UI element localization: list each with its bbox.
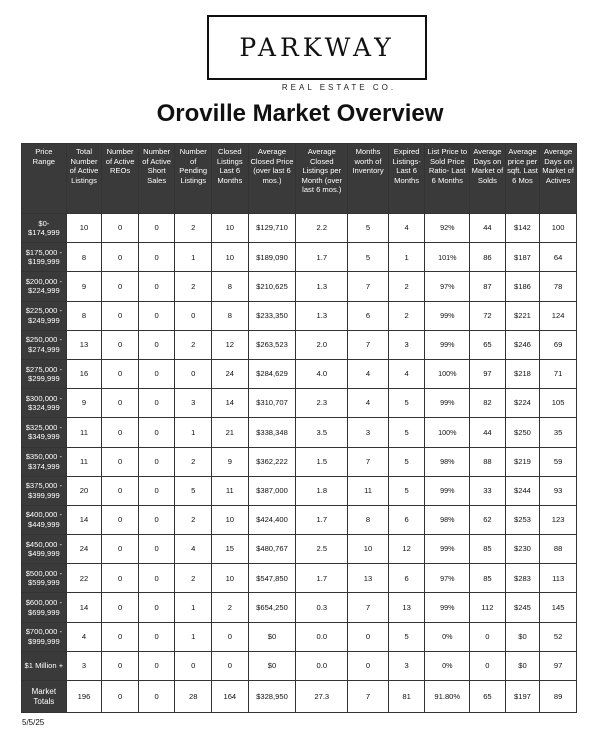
table-cell: 24 [66,535,102,564]
price-range-cell: $325,000 - $349,999 [22,418,67,447]
table-cell: 0 [102,330,139,359]
table-cell: 59 [540,447,577,476]
price-range-cell: $175,000 - $199,999 [22,243,67,272]
table-cell: 0 [102,272,139,301]
table-cell: $219 [505,447,540,476]
table-row [22,593,577,622]
totals-label: Market Totals [22,681,67,713]
table-cell: 1.3 [296,301,348,330]
table-cell: $129,710 [248,214,296,243]
price-range-cell: $350,000 - $374,999 [22,447,67,476]
table-cell: 0 [138,272,175,301]
table-cell: 0% [425,622,470,651]
table-cell: 2 [175,505,212,534]
table-cell: 1 [175,243,212,272]
table-cell: 9 [66,272,102,301]
table-cell: 0 [102,593,139,622]
table-cell: $387,000 [248,476,296,505]
table-cell: 85 [470,564,506,593]
table-cell: 10 [212,214,249,243]
totals-cell: 0 [138,681,175,713]
table-cell: 100% [425,418,470,447]
table-cell: 44 [470,418,506,447]
table-cell: 99% [425,301,470,330]
table-cell: 85 [470,535,506,564]
table-row [22,418,577,447]
table-cell: 0 [138,564,175,593]
table-cell: 6 [348,301,389,330]
table-cell: $250 [505,418,540,447]
totals-cell: 65 [470,681,506,713]
price-range-cell: $375,000 - $399,999 [22,476,67,505]
table-cell: 7 [348,272,389,301]
price-range-cell: $700,000 - $999,999 [22,622,67,651]
table-cell: 82 [470,389,506,418]
table-cell: 113 [540,564,577,593]
table-cell: 145 [540,593,577,622]
table-cell: $224 [505,389,540,418]
table-cell: 97% [425,272,470,301]
table-cell: 0 [138,418,175,447]
header-cell: Price Range [22,144,67,214]
table-cell: 88 [540,535,577,564]
table-cell: 0 [212,622,249,651]
totals-cell: $328,950 [248,681,296,713]
table-cell: 4 [66,622,102,651]
table-cell: 3 [388,651,425,680]
table-cell: $283 [505,564,540,593]
table-cell: 2 [175,447,212,476]
table-cell: 20 [66,476,102,505]
table-cell: 93 [540,476,577,505]
table-cell: $187 [505,243,540,272]
table-cell: 14 [66,593,102,622]
table-cell: 4 [348,359,389,388]
table-cell: $654,250 [248,593,296,622]
table-cell: 9 [212,447,249,476]
table-cell: 0 [138,330,175,359]
logo-wordmark: PARKWAY [239,33,395,62]
table-cell: 98% [425,447,470,476]
table-cell: 64 [540,243,577,272]
table-cell: 12 [388,535,425,564]
table-cell: 4 [388,214,425,243]
table-cell: $186 [505,272,540,301]
totals-cell: 164 [212,681,249,713]
table-cell: 7 [348,593,389,622]
table-cell: 0 [175,301,212,330]
table-cell: 21 [212,418,249,447]
table-cell: 72 [470,301,506,330]
table-cell: 0 [175,651,212,680]
table-cell: $0 [248,622,296,651]
totals-cell: 28 [175,681,212,713]
table-cell: 99% [425,535,470,564]
header-cell: List Price to Sold Price Ratio- Last 6 Months [425,144,470,214]
table-cell: 13 [348,564,389,593]
price-range-cell: $400,000 - $449,999 [22,505,67,534]
table-cell: 7 [348,447,389,476]
table-cell: 1 [175,593,212,622]
table-row [22,564,577,593]
table-row [22,272,577,301]
table-cell: 8 [66,301,102,330]
table-cell: 52 [540,622,577,651]
table-cell: 5 [348,214,389,243]
table-cell: $245 [505,593,540,622]
header-cell: Average Days on Market of Actives [540,144,577,214]
header-cell: Average Days on Market of Solds [470,144,506,214]
table-cell: 0 [138,651,175,680]
table-cell: 0 [102,389,139,418]
table-cell: 12 [212,330,249,359]
table-cell: 5 [388,622,425,651]
table-cell: 100% [425,359,470,388]
table-cell: 10 [212,243,249,272]
header-cell: Expired Listings- Last 6 Months [388,144,425,214]
table-cell: 0 [138,622,175,651]
totals-cell: 196 [66,681,102,713]
table-cell: 98% [425,505,470,534]
table-cell: $189,090 [248,243,296,272]
table-cell: 11 [212,476,249,505]
table-cell: 2.5 [296,535,348,564]
table-cell: 6 [388,505,425,534]
table-cell: 87 [470,272,506,301]
table-cell: 0 [348,622,389,651]
table-cell: $284,629 [248,359,296,388]
table-cell: 2.3 [296,389,348,418]
table-row [22,476,577,505]
table-cell: 0 [138,389,175,418]
table-cell: 0 [138,214,175,243]
table-cell: $362,222 [248,447,296,476]
price-range-cell: $500,000 - $599,999 [22,564,67,593]
header-cell: Months worth of Inventory [348,144,389,214]
header-cell: Number of Active Short Sales [138,144,175,214]
table-cell: 2 [175,272,212,301]
table-cell: 0 [102,214,139,243]
table-cell: $233,350 [248,301,296,330]
table-cell: 1.7 [296,564,348,593]
table-cell: 0.0 [296,651,348,680]
table-cell: 44 [470,214,506,243]
table-cell: $0 [248,651,296,680]
table-cell: 0 [175,359,212,388]
table-cell: 4.0 [296,359,348,388]
table-cell: 65 [470,330,506,359]
table-cell: 1 [388,243,425,272]
totals-cell: 89 [540,681,577,713]
table-row [22,301,577,330]
table-cell: 13 [66,330,102,359]
table-cell: 5 [388,476,425,505]
table-cell: 112 [470,593,506,622]
table-cell: 0 [102,505,139,534]
table-row [22,447,577,476]
table-cell: 101% [425,243,470,272]
table-cell: 3 [388,330,425,359]
table-cell: 100 [540,214,577,243]
price-range-cell: $450,000 - $499,999 [22,535,67,564]
market-overview-table [21,143,577,713]
table-cell: 0 [138,301,175,330]
table-cell: 0 [102,476,139,505]
price-range-cell: $250,000 - $274,999 [22,330,67,359]
table-cell: 99% [425,593,470,622]
table-cell: 16 [66,359,102,388]
table-cell: 99% [425,476,470,505]
table-cell: 0 [102,418,139,447]
table-cell: 7 [348,330,389,359]
totals-row [22,681,577,713]
table-cell: 0 [102,359,139,388]
header-cell: Average price per sqft. Last 6 Mos [505,144,540,214]
price-range-cell: $200,000 - $224,999 [22,272,67,301]
table-cell: 5 [348,243,389,272]
table-cell: $263,523 [248,330,296,359]
table-row [22,505,577,534]
page-title: Oroville Market Overview [156,100,444,127]
table-cell: 3.5 [296,418,348,447]
table-cell: 5 [388,418,425,447]
table-cell: 2 [175,564,212,593]
table-cell: 5 [175,476,212,505]
table-cell: $310,707 [248,389,296,418]
table-cell: 0 [102,243,139,272]
table-cell: $230 [505,535,540,564]
table-cell: 99% [425,389,470,418]
table-cell: 0 [348,651,389,680]
table-cell: 1.8 [296,476,348,505]
table-cell: 11 [348,476,389,505]
logo-tagline: REAL ESTATE CO. [259,83,419,93]
table-cell: 0 [102,622,139,651]
table-cell: $246 [505,330,540,359]
table-cell: 0.3 [296,593,348,622]
table-cell: 78 [540,272,577,301]
table-cell: $547,850 [248,564,296,593]
header-cell: Number of Pending Listings [175,144,212,214]
table-cell: 0 [138,243,175,272]
report-date: 5/5/25 [22,718,45,727]
totals-cell: 0 [102,681,139,713]
table-cell: 2.0 [296,330,348,359]
table-cell: 0 [212,651,249,680]
table-cell: 1.7 [296,505,348,534]
header-cell: Average Closed Price (over last 6 mos.) [248,144,296,214]
table-cell: 99% [425,330,470,359]
table-cell: 4 [175,535,212,564]
table-cell: 0 [138,593,175,622]
table-cell: 2 [212,593,249,622]
table-cell: 0 [138,505,175,534]
header-cell: Number of Active REOs [102,144,139,214]
table-cell: $244 [505,476,540,505]
table-cell: 15 [212,535,249,564]
header-cell: Average Closed Listings per Month (over last 6 mos.) [296,144,348,214]
table-cell: 0.0 [296,622,348,651]
table-cell: 0 [138,447,175,476]
table-cell: 4 [348,389,389,418]
table-cell: $253 [505,505,540,534]
table-cell: 0 [470,622,506,651]
table-cell: 86 [470,243,506,272]
table-cell: 6 [388,564,425,593]
table-cell: 105 [540,389,577,418]
totals-cell: 81 [388,681,425,713]
table-cell: $338,348 [248,418,296,447]
table-cell: 97% [425,564,470,593]
table-cell: 69 [540,330,577,359]
table-row [22,359,577,388]
totals-cell: 7 [348,681,389,713]
table-cell: 124 [540,301,577,330]
header-row [22,144,577,214]
price-range-cell: $1 Million + [22,651,67,680]
table-cell: 92% [425,214,470,243]
totals-cell: $197 [505,681,540,713]
totals-cell: 27.3 [296,681,348,713]
table-cell: 2.2 [296,214,348,243]
table-cell: 8 [212,272,249,301]
table-cell: 35 [540,418,577,447]
table-cell: 8 [212,301,249,330]
price-range-cell: $225,000 - $249,999 [22,301,67,330]
totals-cell: 91.80% [425,681,470,713]
table-cell: 97 [470,359,506,388]
table-cell: $221 [505,301,540,330]
table-cell: 0 [102,301,139,330]
table-cell: 0 [138,535,175,564]
table-cell: 13 [388,593,425,622]
table-cell: 33 [470,476,506,505]
table-cell: 11 [66,447,102,476]
table-cell: 1 [175,622,212,651]
table-cell: 3 [348,418,389,447]
table-cell: 0 [138,359,175,388]
table-cell: 14 [66,505,102,534]
table-row [22,389,577,418]
table-cell: 10 [348,535,389,564]
table-cell: 5 [388,389,425,418]
parkway-logo [207,15,427,92]
table-cell: 88 [470,447,506,476]
table-cell: $424,400 [248,505,296,534]
table-cell: 8 [348,505,389,534]
table-cell: $142 [505,214,540,243]
header-cell: Total Number of Active Listings [66,144,102,214]
table-row [22,214,577,243]
table-cell: $0 [505,622,540,651]
table-cell: 0 [102,564,139,593]
table-cell: 71 [540,359,577,388]
table-cell: $210,625 [248,272,296,301]
table-cell: 2 [175,214,212,243]
table-cell: 14 [212,389,249,418]
table-cell: 3 [175,389,212,418]
table-row [22,651,577,680]
table-cell: 10 [66,214,102,243]
table-cell: $0 [505,651,540,680]
table-cell: 5 [388,447,425,476]
table-row [22,622,577,651]
table-cell: 0% [425,651,470,680]
table-cell: 10 [212,564,249,593]
table-cell: $480,767 [248,535,296,564]
table-cell: 22 [66,564,102,593]
table-cell: 24 [212,359,249,388]
table-cell: 0 [102,535,139,564]
table-cell: 1.5 [296,447,348,476]
table-body [22,214,577,681]
table-cell: 8 [66,243,102,272]
table-cell: $218 [505,359,540,388]
table-row [22,535,577,564]
table-cell: 123 [540,505,577,534]
table-cell: 1 [175,418,212,447]
table-cell: 4 [388,359,425,388]
price-range-cell: $275,000 - $299,999 [22,359,67,388]
table-cell: 62 [470,505,506,534]
table-cell: 0 [102,447,139,476]
table-cell: 10 [212,505,249,534]
price-range-cell: $0- $174,999 [22,214,67,243]
table-cell: 2 [175,330,212,359]
table-cell: 0 [470,651,506,680]
table-cell: 1.3 [296,272,348,301]
table-cell: 9 [66,389,102,418]
table-row [22,330,577,359]
table-row [22,243,577,272]
table-cell: 97 [540,651,577,680]
table-cell: 1.7 [296,243,348,272]
table-cell: 2 [388,272,425,301]
table-cell: 0 [102,651,139,680]
header-cell: Closed Listings Last 6 Months [212,144,249,214]
table-cell: 2 [388,301,425,330]
table-cell: 3 [66,651,102,680]
table-cell: 0 [138,476,175,505]
price-range-cell: $300,000 - $324,999 [22,389,67,418]
table-cell: 11 [66,418,102,447]
price-range-cell: $600,000 - $699,999 [22,593,67,622]
